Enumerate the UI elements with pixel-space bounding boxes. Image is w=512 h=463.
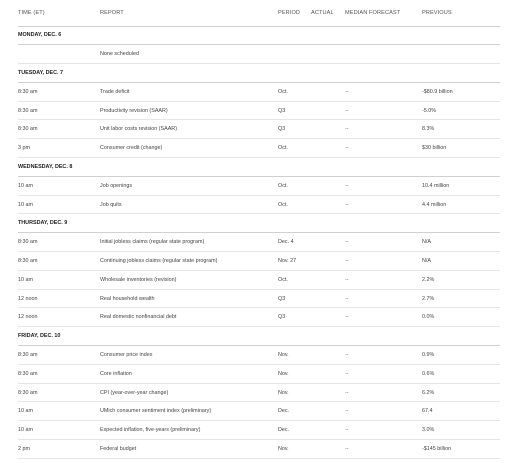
day-label: MONDAY, DEC. 6 [18,26,500,45]
report-cell: Consumer price index [100,346,278,365]
report-cell: Trade deficit [100,82,278,101]
actual-cell [311,346,345,365]
period-cell: Dec. [278,402,311,421]
header-row [18,0,500,26]
report-cell: Real domestic nonfinancial debt [100,308,278,327]
day-header-row [18,26,500,45]
period-cell: Oct. [278,82,311,101]
time-cell: 8:30 am [18,383,100,402]
previous-cell: 2.7% [422,289,500,308]
report-cell: Wholesale inventories (revision) [100,270,278,289]
median-forecast-cell: -- [345,101,422,120]
time-cell: 8:30 am [18,82,100,101]
table-row [18,383,500,402]
period-cell: Dec. 4 [278,233,311,252]
table-row [18,308,500,327]
report-cell: Core inflation [100,364,278,383]
actual-cell [311,233,345,252]
day-header-row [18,64,500,83]
median-forecast-cell: -- [345,364,422,383]
period-cell: Nov. [278,346,311,365]
day-label: THURSDAY, DEC. 9 [18,214,500,233]
previous-cell: 6.2% [422,383,500,402]
median-forecast-cell: -- [345,402,422,421]
actual-cell [311,402,345,421]
table-row [18,346,500,365]
table-row [18,120,500,139]
actual-cell [311,270,345,289]
previous-cell: N/A [422,252,500,271]
col-header-previous: PREVIOUS [422,0,500,26]
table-row [18,82,500,101]
col-header-median-forecast: MEDIAN FORECAST [345,0,422,26]
time-cell: 8:30 am [18,120,100,139]
actual-cell [311,440,345,459]
actual-cell [311,289,345,308]
period-cell: Q3 [278,120,311,139]
period-cell: Q3 [278,101,311,120]
actual-cell [311,176,345,195]
table-row [18,101,500,120]
table-row [18,139,500,158]
actual-cell [311,383,345,402]
period-cell: Oct. [278,270,311,289]
actual-cell [311,364,345,383]
actual-cell [311,195,345,214]
actual-cell [311,45,345,64]
time-cell: 3 pm [18,139,100,158]
period-cell: Oct. [278,195,311,214]
previous-cell: -$80.9 billion [422,82,500,101]
table-row [18,233,500,252]
day-label: WEDNESDAY, DEC. 8 [18,158,500,177]
table-row [18,252,500,271]
median-forecast-cell: -- [345,82,422,101]
previous-cell: 4.4 million [422,195,500,214]
report-cell: None scheduled [100,45,278,64]
actual-cell [311,421,345,440]
period-cell: Oct. [278,139,311,158]
time-cell: 10 am [18,195,100,214]
previous-cell: 3.0% [422,421,500,440]
table-row [18,176,500,195]
median-forecast-cell: -- [345,421,422,440]
report-cell: UMich consumer sentiment index (preliminary) [100,402,278,421]
report-cell: CPI (year-over-year change) [100,383,278,402]
calendar-table [18,0,500,459]
report-cell: Job quits [100,195,278,214]
report-cell: Federal budget [100,440,278,459]
period-cell [278,45,311,64]
report-cell: Unit labor costs revision (SAAR) [100,120,278,139]
col-header-time: TIME (ET) [18,0,100,26]
table-row [18,289,500,308]
period-cell: Q3 [278,308,311,327]
table-row [18,402,500,421]
col-header-report: REPORT [100,0,278,26]
report-cell: Expected inflation, five-years (preliminary) [100,421,278,440]
previous-cell: -5.0% [422,101,500,120]
previous-cell: 0.0% [422,308,500,327]
time-cell: 10 am [18,270,100,289]
time-cell: 10 am [18,402,100,421]
day-header-row [18,158,500,177]
day-header-row [18,327,500,346]
period-cell: Oct. [278,176,311,195]
median-forecast-cell: -- [345,440,422,459]
day-label: TUESDAY, DEC. 7 [18,64,500,83]
report-cell: Consumer credit (change) [100,139,278,158]
table-row [18,364,500,383]
median-forecast-cell: -- [345,346,422,365]
period-cell: Nov. [278,364,311,383]
median-forecast-cell [345,45,422,64]
actual-cell [311,101,345,120]
time-cell: 12 noon [18,308,100,327]
previous-cell: -$145 billion [422,440,500,459]
period-cell: Dec. [278,421,311,440]
table-row [18,45,500,64]
time-cell: 8:30 am [18,252,100,271]
actual-cell [311,252,345,271]
actual-cell [311,308,345,327]
period-cell: Nov. [278,383,311,402]
calendar-body [18,26,500,458]
median-forecast-cell: -- [345,383,422,402]
period-cell: Q3 [278,289,311,308]
median-forecast-cell: -- [345,289,422,308]
previous-cell: 2.2% [422,270,500,289]
table-row [18,195,500,214]
time-cell: 8:30 am [18,364,100,383]
time-cell: 12 noon [18,289,100,308]
report-cell: Real household wealth [100,289,278,308]
report-cell: Continuing jobless claims (regular state program) [100,252,278,271]
median-forecast-cell: -- [345,176,422,195]
previous-cell: $30 billion [422,139,500,158]
previous-cell: 8.3% [422,120,500,139]
previous-cell: 0.6% [422,364,500,383]
actual-cell [311,120,345,139]
time-cell: 8:30 am [18,233,100,252]
previous-cell: N/A [422,233,500,252]
median-forecast-cell: -- [345,252,422,271]
col-header-actual: ACTUAL [311,0,345,26]
previous-cell: 67.4 [422,402,500,421]
previous-cell [422,45,500,64]
time-cell: 10 am [18,176,100,195]
actual-cell [311,139,345,158]
median-forecast-cell: -- [345,233,422,252]
median-forecast-cell: -- [345,120,422,139]
median-forecast-cell: -- [345,139,422,158]
previous-cell: 0.9% [422,346,500,365]
table-row [18,421,500,440]
time-cell: 2 pm [18,440,100,459]
median-forecast-cell: -- [345,270,422,289]
day-label: FRIDAY, DEC. 10 [18,327,500,346]
actual-cell [311,82,345,101]
median-forecast-cell: -- [345,195,422,214]
time-cell: 8:30 am [18,101,100,120]
report-cell: Productivity revision (SAAR) [100,101,278,120]
table-row [18,270,500,289]
day-header-row [18,214,500,233]
col-header-period: PERIOD [278,0,311,26]
time-cell: 8:30 am [18,346,100,365]
time-cell [18,45,100,64]
previous-cell: 10.4 million [422,176,500,195]
report-cell: Job openings [100,176,278,195]
time-cell: 10 am [18,421,100,440]
median-forecast-cell: -- [345,308,422,327]
period-cell: Nov. 27 [278,252,311,271]
period-cell: Nov. [278,440,311,459]
table-row [18,440,500,459]
report-cell: Initial jobless claims (regular state program) [100,233,278,252]
